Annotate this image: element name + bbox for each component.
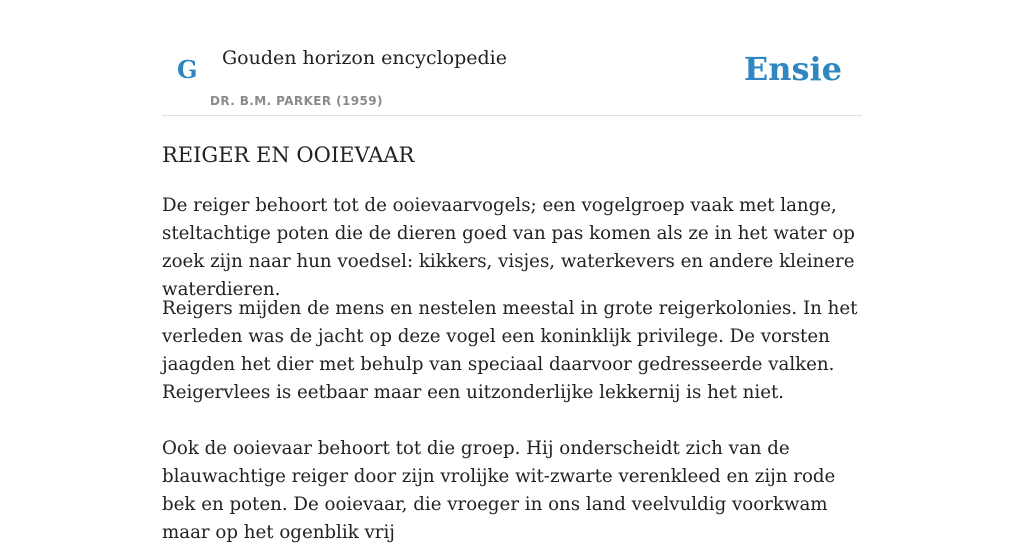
article-title: REIGER EN OOIEVAAR	[162, 143, 415, 167]
article-paragraph-3: Ook de ooievaar behoort tot die groep. Hij onderscheidt zich van de blauwachtige reiger door zijn vrolijke wit-zwarte verenkleed en zijn rode bek en poten. De ooievaar, die vroeger in ons land veelvuldig voorkwam maar op het ogenblik vrij	[162, 438, 836, 543]
article-paragraph-2: Reigers mijden de mens en nestelen meestal in grote reigerkolonies. In het verleden was de jacht op deze vogel een koninklijk privilege. De vorsten jaagden het dier met behulp van speciaal daarvoor gedresseerde valken. Reigervlees is eetbaar maar een uitzonderlijke lekkernij is het niet.	[162, 298, 858, 403]
ensie-logo[interactable]: Ensie	[743, 50, 842, 88]
source-author: DR. B.M. PARKER (1959)	[210, 94, 383, 108]
source-header	[162, 0, 862, 116]
source-title-link[interactable]: Gouden horizon encyclopedie	[222, 47, 507, 69]
article-paragraph-1: De reiger behoort tot de ooievaarvogels; een vogelgroep vaak met lange, steltachtige poten die de dieren goed van pas komen als ze in het water op zoek zijn naar hun voedsel: kikkers, visjes, waterkevers en andere kleinere waterdieren.	[162, 195, 855, 300]
source-logo[interactable]: G	[177, 55, 198, 84]
